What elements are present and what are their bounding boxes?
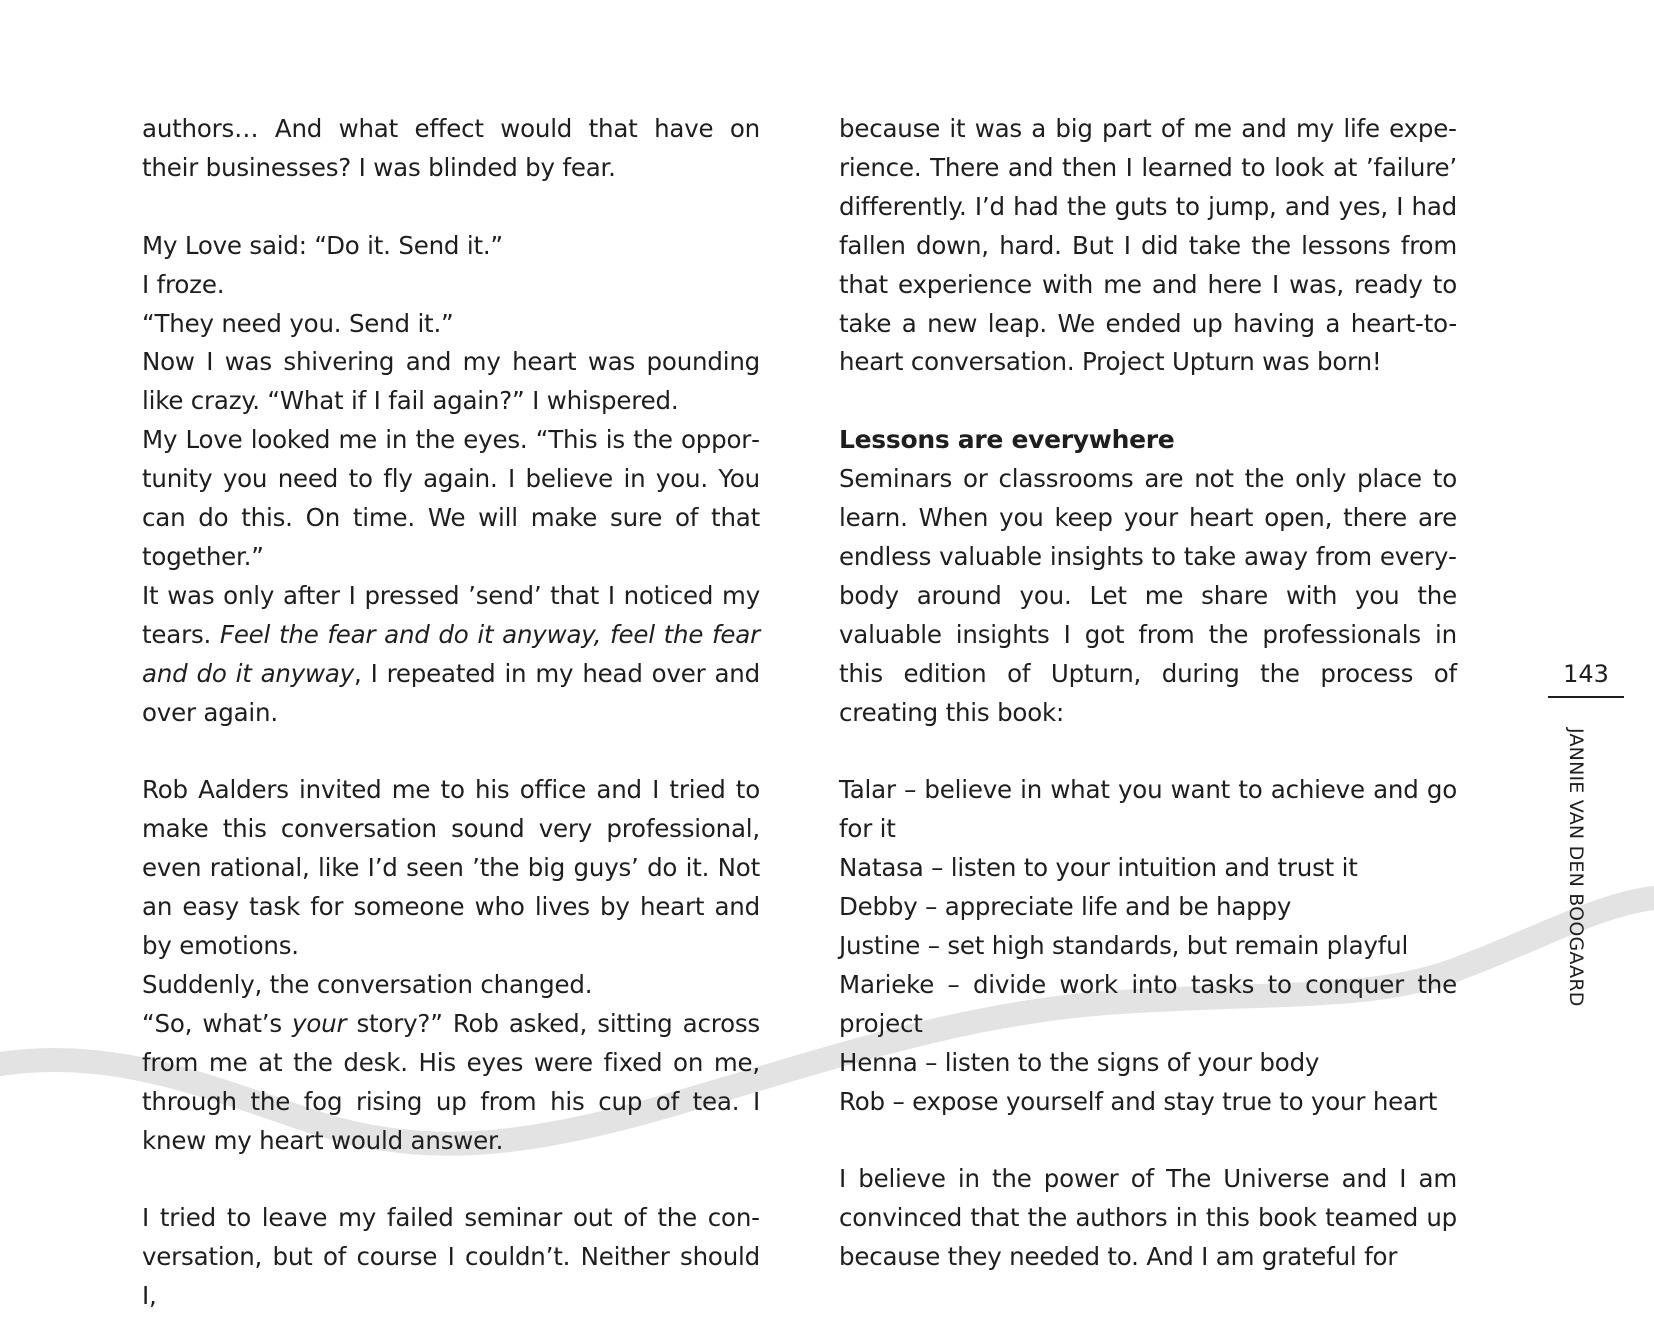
lesson-item: Talar – believe in what you want to achieve and go for it (839, 775, 1457, 844)
lesson-item: Justine – set high standards, but remain playful (839, 931, 1409, 960)
text-run: My Love said: “Do it. Send it.” (142, 230, 503, 260)
text-run: Rob Aalders invited me to his office and I tried to make this conversation sound very professional, even rational, like I’d seen ’the big guys’ do it. Not an easy task for someone who lives by heart and by emotions. (142, 775, 760, 960)
left-paragraph (142, 266, 760, 305)
left-paragraph (142, 577, 760, 733)
page-number-rule (1548, 696, 1624, 698)
text-run: authors… And what effect would that have on their businesses? I was blinded by fear. (142, 114, 760, 182)
left-paragraph (142, 305, 760, 344)
left-paragraph (142, 227, 760, 266)
lesson-item: Marieke – divide work into tasks to conquer the project (839, 969, 1457, 1038)
paragraph-spacer (142, 732, 760, 771)
text-run: I tried to leave my failed seminar out of the conversation, but of course I couldn’t. Neither should I, (142, 1203, 760, 1311)
section-heading: Lessons are everywhere (839, 425, 1175, 455)
section-body-paragraph: Seminars or classrooms are not the only place to learn. When you keep your heart open, there are endless valuable insights to take away from everybody around you. Let me share with you the valuable insights I got from the professionals in this edition of Upturn, during the process of creating this book: (839, 464, 1457, 727)
left-paragraph (142, 771, 760, 966)
text-run: I froze. (142, 269, 225, 299)
paragraph-spacer (839, 382, 1457, 421)
text-run: “So, what’s (142, 1008, 293, 1038)
lesson-item: Natasa – listen to your intuition and trust it (839, 853, 1358, 883)
lesson-item: Debby – appreciate life and be happy (839, 892, 1292, 922)
lesson-item: Rob – expose yourself and stay true to your heart (839, 1086, 1438, 1116)
left-column (142, 110, 760, 1316)
paragraph-spacer (839, 732, 1457, 771)
paragraph-spacer (142, 1160, 760, 1199)
text-run: “They need you. Send it.” (142, 308, 454, 338)
lesson-item: Henna – listen to the signs of your body (839, 1047, 1320, 1077)
left-paragraph (142, 1199, 760, 1316)
page-number-block (1548, 656, 1624, 698)
lessons-list (839, 771, 1457, 1121)
paragraph-spacer (839, 1122, 1457, 1161)
right-column (839, 110, 1457, 1277)
text-run: story?” Rob asked, sitting across from me at the desk. His eyes were fixed on me, through the fog rising up from his cup of tea. I knew my heart would answer. (142, 1008, 760, 1155)
left-paragraph (142, 421, 760, 577)
italic-text: your (292, 1008, 347, 1038)
left-paragraph (142, 966, 760, 1005)
text-run: Now I was shivering and my heart was pounding like crazy. “What if I fail again?” I whispered. (142, 347, 760, 416)
text-run: It was only after I pressed ’send’ that I noticed my tears. (142, 580, 760, 649)
right-intro-paragraph: because it was a big part of me and my life experience. There and then I learned to look at ’failure’ differently. I’d had the guts to jump, and yes, I had fallen down, hard. But I did take the lessons from that experience with me and here I was, ready to take a new leap. We ended up having a heart-to-heart conversation. Project Upturn was born! (839, 114, 1457, 377)
text-run: Suddenly, the conversation changed. (142, 969, 593, 999)
italic-text: Feel the fear and do it anyway, feel the fear and do it anyway (142, 619, 760, 688)
paragraph-spacer (142, 188, 760, 227)
author-running-head: JANNIE VAN DEN BOOGAARD (1565, 728, 1587, 1007)
text-run: , I repeated in my head over and over again. (142, 658, 760, 727)
closing-paragraph: I believe in the power of The Universe and I am convinced that the authors in this book teamed up because they needed to. And I am grateful for (839, 1164, 1457, 1272)
page-number: 143 (1563, 660, 1609, 688)
left-paragraph (142, 1005, 760, 1161)
left-paragraph (142, 110, 760, 188)
text-run: My Love looked me in the eyes. “This is the opportunity you need to fly again. I believe in you. You can do this. On time. We will make sure of that together.” (142, 425, 760, 571)
left-paragraph (142, 343, 760, 421)
